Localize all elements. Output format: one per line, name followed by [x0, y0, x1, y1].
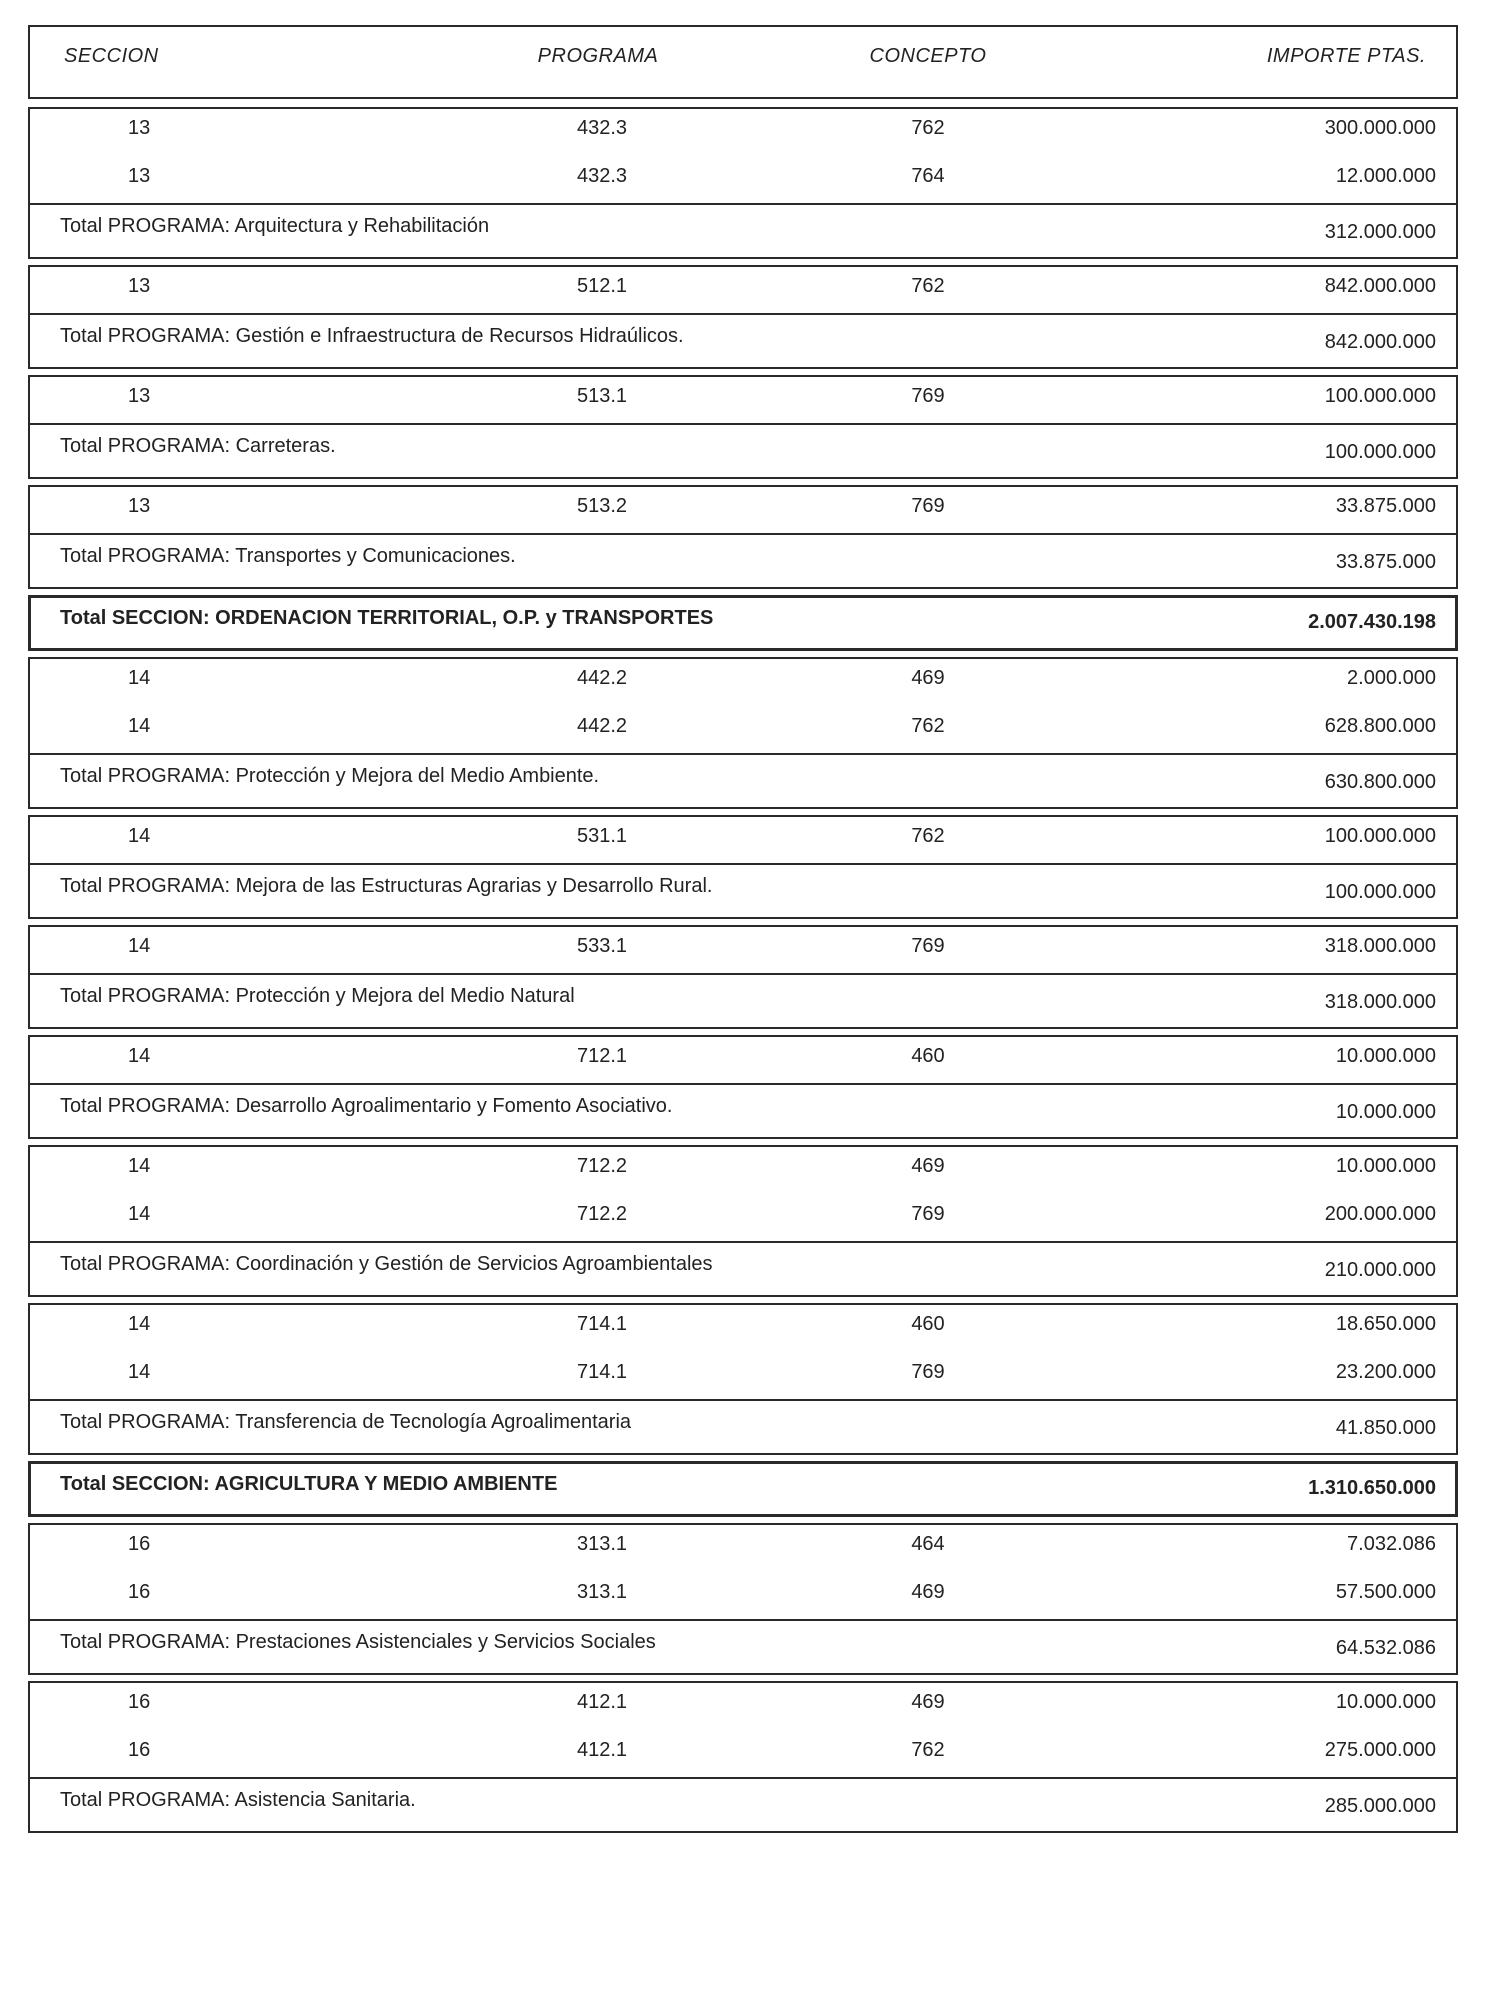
program-total-label: Total PROGRAMA: Protección y Mejora del Medio Natural: [60, 985, 575, 1007]
cell-seccion: 16: [128, 1691, 151, 1713]
cell-concepto: 764: [911, 165, 945, 187]
cell-programa: 714.1: [576, 1361, 628, 1383]
cell-seccion: 14: [128, 935, 151, 957]
program-total-label: Total PROGRAMA: Coordinación y Gestión de Servicios Agroambientales: [60, 1253, 713, 1275]
table-row: [28, 1037, 1458, 1077]
program-total-row: [28, 1245, 1458, 1285]
cell-programa: 712.1: [576, 1045, 628, 1067]
cell-importe: 318.000.000: [1324, 935, 1436, 957]
cell-seccion: 13: [128, 495, 151, 517]
section-total-importe: 2.007.430.198: [1308, 611, 1436, 633]
cell-importe: 57.500.000: [1335, 1581, 1436, 1603]
cell-concepto: 762: [911, 1739, 945, 1761]
cell-seccion: 14: [128, 1155, 151, 1177]
cell-programa: 412.1: [576, 1691, 628, 1713]
table-row: [28, 1147, 1458, 1187]
cell-seccion: 16: [128, 1533, 151, 1555]
cell-programa: 442.2: [576, 667, 628, 689]
cell-programa: 412.1: [576, 1739, 628, 1761]
cell-seccion: 13: [128, 385, 151, 407]
table-row: [28, 1731, 1458, 1771]
cell-concepto: 769: [911, 1361, 945, 1383]
program-total-importe: 210.000.000: [1324, 1259, 1436, 1281]
section-total-row: [28, 1461, 1458, 1501]
cell-concepto: 762: [911, 117, 945, 139]
cell-seccion: 14: [128, 1045, 151, 1067]
cell-importe: 628.800.000: [1324, 715, 1436, 737]
cell-seccion: 14: [128, 1313, 151, 1335]
table-row: [28, 927, 1458, 967]
table-row: [28, 1683, 1458, 1723]
program-total-row: [28, 1781, 1458, 1821]
table-row: [28, 817, 1458, 857]
cell-concepto: 469: [911, 1581, 945, 1603]
program-total-label: Total PROGRAMA: Transportes y Comunicaciones.: [60, 545, 516, 567]
table-row: [28, 659, 1458, 699]
program-total-label: Total PROGRAMA: Transferencia de Tecnología Agroalimentaria: [60, 1411, 632, 1433]
cell-seccion: 14: [128, 1361, 151, 1383]
cell-seccion: 16: [128, 1581, 151, 1603]
cell-importe: 10.000.000: [1335, 1155, 1436, 1177]
section-total-label: Total SECCION: ORDENACION TERRITORIAL, O.P. y TRANSPORTES: [60, 607, 714, 629]
cell-importe: 100.000.000: [1324, 825, 1436, 847]
section-total-label: Total SECCION: AGRICULTURA Y MEDIO AMBIENTE: [60, 1473, 558, 1495]
cell-programa: 432.3: [576, 117, 628, 139]
cell-concepto: 464: [911, 1533, 945, 1555]
program-total-label: Total PROGRAMA: Arquitectura y Rehabilitación: [60, 215, 490, 237]
cell-importe: 10.000.000: [1335, 1691, 1436, 1713]
program-total-label: Total PROGRAMA: Prestaciones Asistenciales y Servicios Sociales: [60, 1631, 656, 1653]
table-row: [28, 1525, 1458, 1565]
cell-importe: 10.000.000: [1335, 1045, 1436, 1067]
table-row: [28, 1353, 1458, 1393]
cell-programa: 513.1: [576, 385, 628, 407]
program-total-importe: 312.000.000: [1324, 221, 1436, 243]
cell-importe: 33.875.000: [1335, 495, 1436, 517]
cell-concepto: 762: [911, 715, 945, 737]
program-total-row: [28, 1087, 1458, 1127]
program-total-importe: 285.000.000: [1324, 1795, 1436, 1817]
cell-importe: 23.200.000: [1335, 1361, 1436, 1383]
cell-seccion: 14: [128, 715, 151, 737]
table-row: [28, 1573, 1458, 1613]
header-programa: PROGRAMA: [537, 45, 659, 67]
program-total-importe: 100.000.000: [1324, 881, 1436, 903]
program-total-importe: 33.875.000: [1335, 551, 1436, 573]
table-row: [28, 1195, 1458, 1235]
table-row: [28, 267, 1458, 307]
program-total-label: Total PROGRAMA: Protección y Mejora del Medio Ambiente.: [60, 765, 600, 787]
program-total-label: Total PROGRAMA: Carreteras.: [60, 435, 336, 457]
cell-concepto: 460: [911, 1045, 945, 1067]
program-total-row: [28, 977, 1458, 1017]
section-total-row: [28, 595, 1458, 635]
program-total-importe: 100.000.000: [1324, 441, 1436, 463]
cell-concepto: 469: [911, 1691, 945, 1713]
cell-importe: 842.000.000: [1324, 275, 1436, 297]
cell-concepto: 769: [911, 495, 945, 517]
cell-programa: 712.2: [576, 1155, 628, 1177]
cell-programa: 512.1: [576, 275, 628, 297]
cell-importe: 275.000.000: [1324, 1739, 1436, 1761]
cell-programa: 533.1: [576, 935, 628, 957]
program-total-row: [28, 1403, 1458, 1443]
cell-concepto: 762: [911, 275, 945, 297]
cell-seccion: 14: [128, 1203, 151, 1225]
cell-programa: 313.1: [576, 1581, 628, 1603]
header-importe: IMPORTE PTAS.: [1266, 45, 1426, 67]
cell-seccion: 16: [128, 1739, 151, 1761]
table-row: [28, 377, 1458, 417]
program-total-row: [28, 537, 1458, 577]
table-row: [28, 1305, 1458, 1345]
table-row: [28, 707, 1458, 747]
header-concepto: CONCEPTO: [869, 45, 987, 67]
program-total-label: Total PROGRAMA: Mejora de las Estructuras Agrarias y Desarrollo Rural.: [60, 875, 713, 897]
table-header: [28, 25, 1458, 65]
cell-importe: 2.000.000: [1347, 667, 1436, 689]
program-total-row: [28, 1623, 1458, 1663]
program-total-row: [28, 317, 1458, 357]
program-total-label: Total PROGRAMA: Gestión e Infraestructura de Recursos Hidraúlicos.: [60, 325, 684, 347]
program-total-label: Total PROGRAMA: Desarrollo Agroalimentario y Fomento Asociativo.: [60, 1095, 673, 1117]
cell-seccion: 13: [128, 275, 151, 297]
program-total-importe: 64.532.086: [1335, 1637, 1436, 1659]
header-seccion: SECCION: [64, 45, 159, 67]
cell-concepto: 469: [911, 667, 945, 689]
cell-seccion: 14: [128, 667, 151, 689]
program-total-importe: 10.000.000: [1335, 1101, 1436, 1123]
program-total-importe: 41.850.000: [1335, 1417, 1436, 1439]
program-total-importe: 842.000.000: [1324, 331, 1436, 353]
cell-programa: 313.1: [576, 1533, 628, 1555]
cell-concepto: 769: [911, 385, 945, 407]
cell-seccion: 13: [128, 117, 151, 139]
cell-importe: 18.650.000: [1335, 1313, 1436, 1335]
cell-programa: 513.2: [576, 495, 628, 517]
cell-importe: 300.000.000: [1324, 117, 1436, 139]
cell-concepto: 469: [911, 1155, 945, 1177]
program-total-importe: 318.000.000: [1324, 991, 1436, 1013]
cell-importe: 7.032.086: [1347, 1533, 1436, 1555]
cell-concepto: 769: [911, 1203, 945, 1225]
cell-programa: 432.3: [576, 165, 628, 187]
table-row: [28, 487, 1458, 527]
program-total-row: [28, 867, 1458, 907]
cell-seccion: 13: [128, 165, 151, 187]
cell-programa: 442.2: [576, 715, 628, 737]
cell-programa: 712.2: [576, 1203, 628, 1225]
cell-programa: 531.1: [576, 825, 628, 847]
cell-seccion: 14: [128, 825, 151, 847]
cell-importe: 200.000.000: [1324, 1203, 1436, 1225]
cell-importe: 100.000.000: [1324, 385, 1436, 407]
program-total-row: [28, 757, 1458, 797]
section-total-importe: 1.310.650.000: [1308, 1477, 1436, 1499]
table-row: [28, 109, 1458, 149]
cell-concepto: 762: [911, 825, 945, 847]
cell-programa: 714.1: [576, 1313, 628, 1335]
cell-importe: 12.000.000: [1335, 165, 1436, 187]
program-total-importe: 630.800.000: [1324, 771, 1436, 793]
table-row: [28, 157, 1458, 197]
cell-concepto: 460: [911, 1313, 945, 1335]
program-total-label: Total PROGRAMA: Asistencia Sanitaria.: [60, 1789, 416, 1811]
cell-concepto: 769: [911, 935, 945, 957]
program-total-row: [28, 427, 1458, 467]
program-total-row: [28, 207, 1458, 247]
